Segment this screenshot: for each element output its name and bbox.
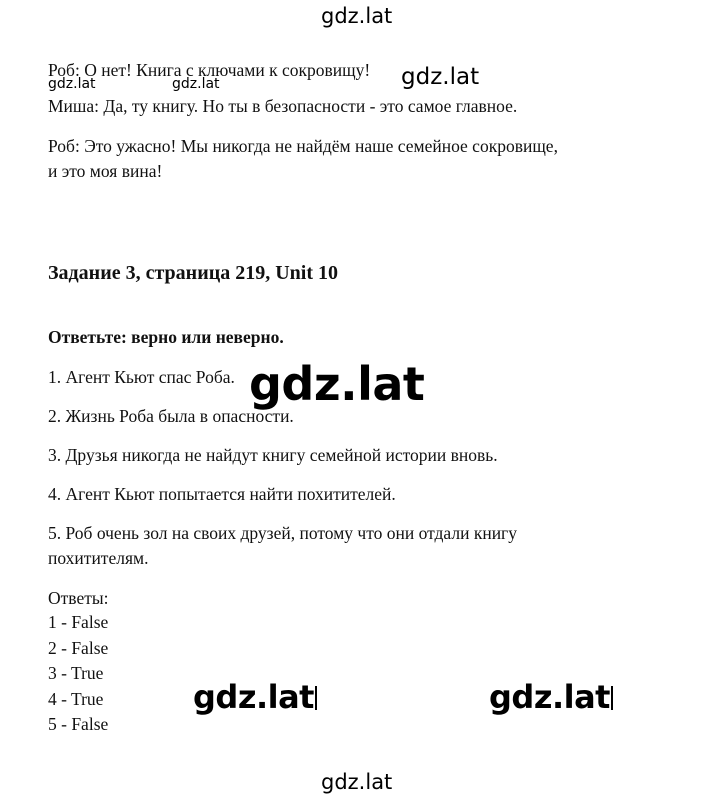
watermark-bold-right: gdz.lat [489,678,613,716]
statement-1: 1. Агент Кьют спас Роба. [48,367,235,387]
statement-2: 2. Жизнь Роба была в опасности. [48,406,294,426]
answers-list [48,610,108,738]
dialogue-line-2: Миша: Да, ту книгу. Но ты в безопасности - это самое главное. [48,96,518,116]
watermark-bold-left: gdz.lat [193,678,317,716]
statement-3: 3. Друзья никогда не найдут книгу семейной истории вновь. [48,445,498,465]
answer-item: 1 - False [48,612,109,632]
watermark-small-left: gdz.lat [48,76,96,92]
watermark-bottom: gdz.lat [321,770,393,794]
dialogue-line-3: Роб: Это ужасно! Мы никогда не найдём наше семейное сокровище, [48,136,558,156]
task-instruction: Ответьте: верно или неверно. [48,327,284,347]
dialogue-line-4: и это моя вина! [48,161,163,181]
task-title: Задание 3, страница 219, Unit 10 [48,262,339,284]
statement-5: 5. Роб очень зол на своих друзей, потому что они отдали книгу [48,523,517,543]
watermark-large: gdz.lat [249,357,425,411]
watermark-top: gdz.lat [321,4,393,28]
answer-item: 2 - False [48,637,109,658]
dialogue-line-1: Роб: О нет! Книга с ключами к сокровищу! [48,60,371,80]
answer-item: 4 - True [48,688,104,709]
answers-label: Ответы: [48,588,109,608]
watermark-small-mid: gdz.lat [172,76,220,92]
answer-item: 3 - True [48,663,104,683]
answer-item: 5 - False [48,714,109,734]
watermark-medium: gdz.lat [401,64,480,90]
statement-5-continued: похитителям. [48,548,149,568]
statement-4: 4. Агент Кьют попытается найти похитителей. [48,484,396,504]
